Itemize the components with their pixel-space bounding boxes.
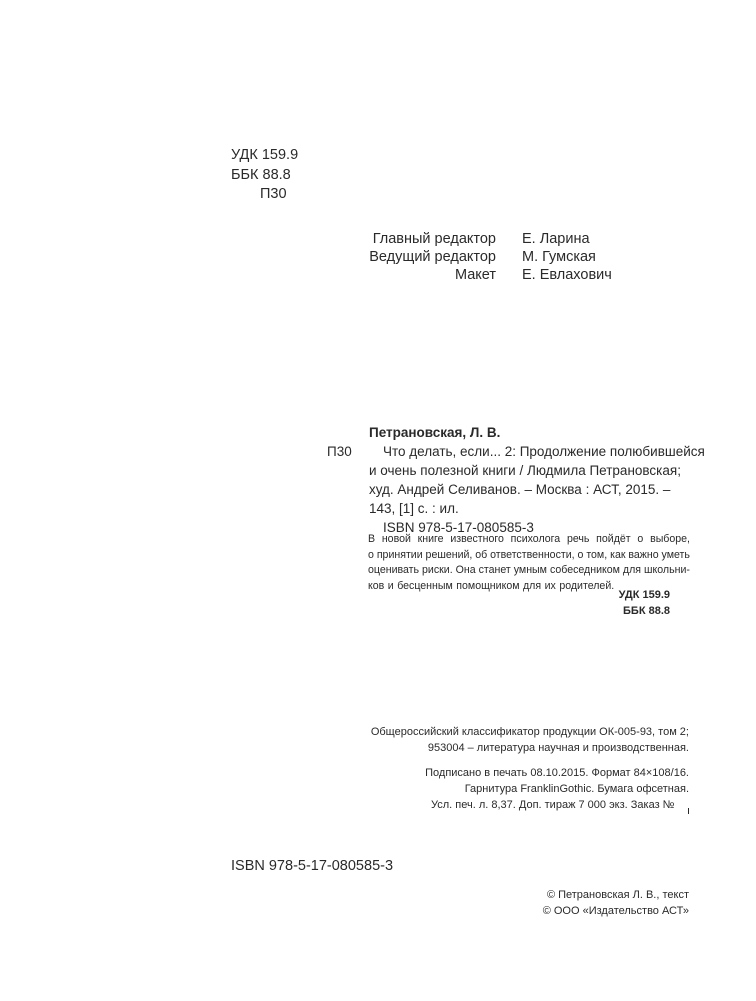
editor-role-layout: Макет <box>454 267 496 283</box>
card-title-line: худ. Андрей Селиванов. – Москва : АСТ, 2015. – <box>369 482 671 497</box>
card-pages: 143, [1] с. : ил. <box>369 501 459 516</box>
udk-code: УДК 159.9 <box>231 147 299 163</box>
annotation-line: В новой книге известного психолога речь пойдёт о выборе, <box>368 533 690 545</box>
annotation-line: ков и бесценным помощником для их родителей. <box>368 579 615 592</box>
classifier-line: Общероссийский классификатор продукции ОК-005-93, том 2; <box>370 726 689 738</box>
print-info-line: Гарнитура FranklinGothic. Бумага офсетная. <box>464 783 689 795</box>
print-info-line: Подписано в печать 08.10.2015. Формат 84×108/16. <box>425 767 689 779</box>
card-bbk: ББК 88.8 <box>623 605 670 617</box>
card-isbn: ISBN 978-5-17-080585-3 <box>383 520 534 535</box>
print-info-line: Усл. печ. л. 8,37. Доп. тираж 7 000 экз. Заказ № <box>431 799 675 811</box>
card-udk: УДК 159.9 <box>618 589 670 601</box>
editor-role-lead: Ведущий редактор <box>369 249 496 265</box>
card-author-code: П30 <box>327 444 352 459</box>
annotation-line: оценивать риски. Она станет умным собеседником для школьни- <box>368 564 690 576</box>
editor-name-lead: М. Гумская <box>522 249 596 265</box>
card-title-line: Что делать, если... 2: Продолжение полюбившейся <box>383 444 705 459</box>
card-author: Петрановская, Л. В. <box>369 425 501 440</box>
classifier-line: 953004 – литература научная и производственная. <box>427 742 689 754</box>
order-number-mark <box>688 808 689 814</box>
card-annotation <box>368 532 690 594</box>
annotation-line: о принятии решений, об ответственности, о том, как важно уметь <box>368 548 690 561</box>
editor-role-chief: Главный редактор <box>372 231 496 247</box>
editor-name-layout: Е. Евлахович <box>522 267 612 283</box>
classification-block <box>231 146 298 205</box>
card-title-line: и очень полезной книги / Людмила Петрановская; <box>369 463 681 478</box>
editor-name-chief: Е. Ларина <box>522 231 590 247</box>
copyright-author: © Петрановская Л. В., текст <box>546 889 689 901</box>
author-code: П30 <box>260 186 287 202</box>
copyright-publisher: © ООО «Издательство АСТ» <box>542 905 689 917</box>
bbk-code: ББК 88.8 <box>231 166 291 183</box>
isbn: ISBN 978-5-17-080585-3 <box>231 858 394 874</box>
